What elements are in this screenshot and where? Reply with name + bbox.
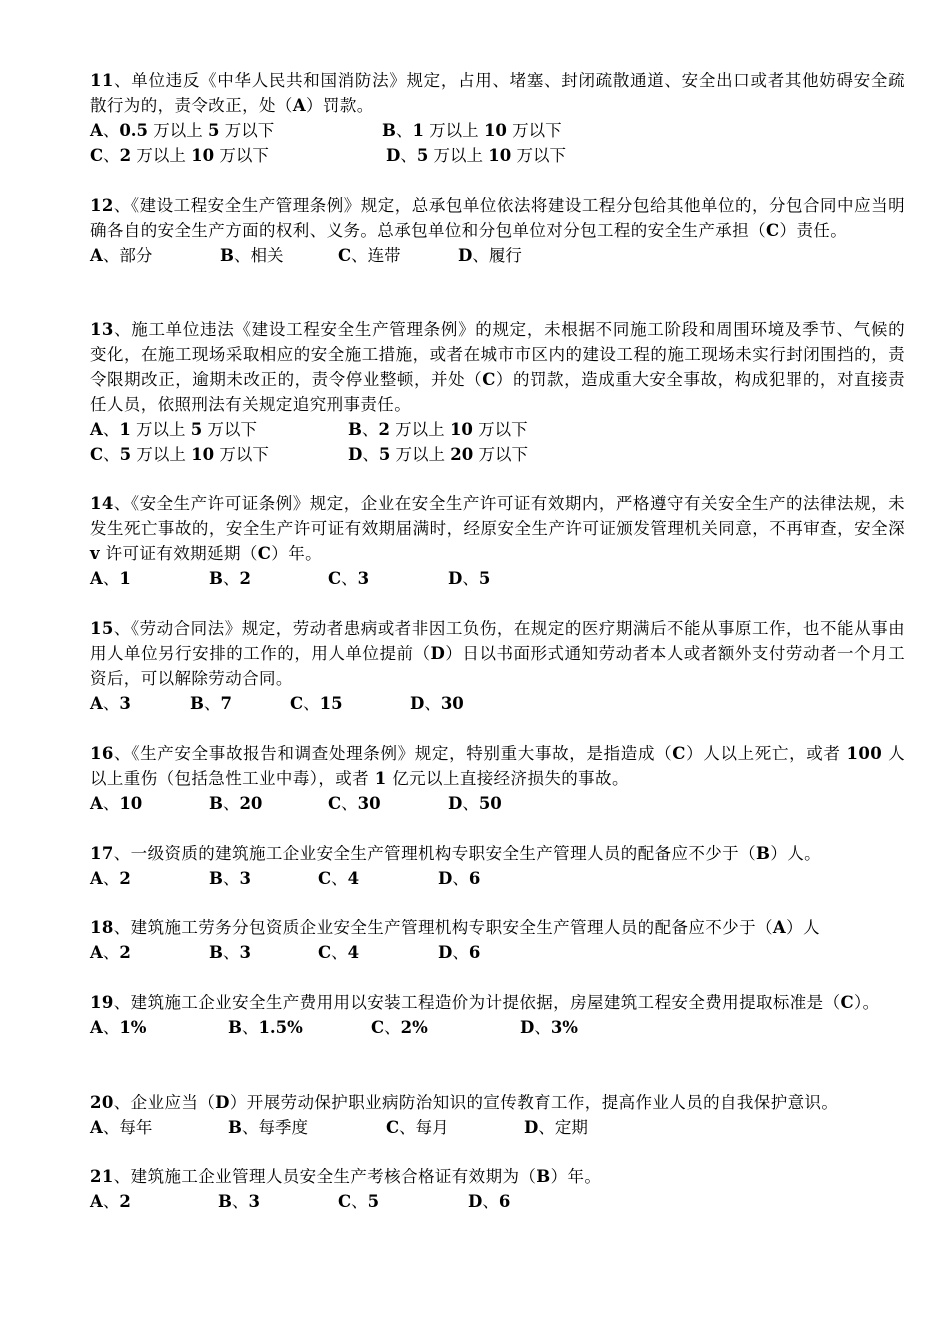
question-text: 11、单位违反《中华人民共和国消防法》规定，占用、堵塞、封闭疏散通道、安全出口或者其他妨碍安全疏散行为的，责令改正，处（A）罚款。: [90, 71, 905, 115]
options: [90, 1115, 905, 1140]
options: [90, 417, 905, 467]
question-17: [90, 841, 905, 891]
question-11: [90, 68, 905, 168]
question-text: 17、一级资质的建筑施工企业安全生产管理机构专职安全生产管理人员的配备应不少于（B）人。: [90, 844, 822, 863]
option-row: [90, 1189, 905, 1214]
option-d: D、30: [410, 694, 464, 713]
option-b: B、20: [209, 794, 263, 813]
options: [90, 1015, 905, 1040]
question-12: [90, 193, 905, 268]
option-c: C、15: [290, 694, 343, 713]
question-19: [90, 990, 905, 1040]
options: [90, 866, 905, 891]
option-c: C、每月: [386, 1118, 449, 1137]
options: [90, 940, 905, 965]
option-b: B、7: [190, 694, 232, 713]
question-text: 16、《生产安全事故报告和调查处理条例》规定，特别重大事故，是指造成（C）人以上死亡，或者 100 人以上重伤（包括急性工业中毒），或者 1 亿元以上直接经济损失的事故。: [90, 744, 905, 788]
option-row: [90, 243, 905, 268]
option-a: A、3: [90, 694, 131, 713]
option-d: D、6: [438, 869, 481, 888]
option-row: [90, 866, 905, 891]
option-c: C、4: [318, 869, 360, 888]
option-row: [90, 143, 905, 168]
option-d: D、5 万以上 10 万以下: [386, 146, 567, 165]
option-d: D、定期: [524, 1118, 588, 1137]
option-row: [90, 791, 905, 816]
option-row: [90, 691, 905, 716]
option-row: [90, 566, 905, 591]
question-14: [90, 491, 905, 591]
option-a: A、2: [90, 943, 131, 962]
question-13: [90, 317, 905, 467]
option-a: A、1 万以上 5 万以下: [90, 420, 258, 439]
options: [90, 118, 905, 168]
question-text: 13、施工单位违法《建设工程安全生产管理条例》的规定，未根据不同施工阶段和周围环境及季节、气候的变化，在施工现场采取相应的安全施工措施，或者在城市市区内的建设工程的施工现场未实行封闭围挡的，责令限期改正，逾期未改正的，责令停业整顿，并处（C）的罚款，造成重大安全事故，构成犯罪的，对直接责任人员，依照刑法有关规定追究刑事责任。: [90, 320, 905, 414]
question-text: 12、《建设工程安全生产管理条例》规定，总承包单位依法将建设工程分包给其他单位的，分包合同中应当明确各自的安全生产方面的权利、义务。总承包单位和分包单位对分包工程的安全生产承担（C）责任。: [90, 196, 905, 240]
options: [90, 791, 905, 816]
option-a: A、1: [90, 569, 131, 588]
option-d: D、5 万以上 20 万以下: [348, 445, 529, 464]
options: [90, 1189, 905, 1214]
options: [90, 566, 905, 591]
option-c: C、4: [318, 943, 360, 962]
option-c: C、3: [328, 569, 370, 588]
option-b: B、2: [209, 569, 251, 588]
option-c: C、2 万以上 10 万以下: [90, 146, 269, 165]
question-text: 21、建筑施工企业管理人员安全生产考核合格证有效期为（B）年。: [90, 1167, 602, 1186]
question-21: [90, 1164, 905, 1214]
option-c: C、连带: [338, 246, 401, 265]
option-b: B、3: [209, 943, 251, 962]
option-c: C、5: [338, 1192, 380, 1211]
option-row: [90, 442, 905, 467]
option-b: B、2 万以上 10 万以下: [348, 420, 528, 439]
question-text: 15、《劳动合同法》规定，劳动者患病或者非因工负伤，在规定的医疗期满后不能从事原工作，也不能从事由用人单位另行安排的工作的，用人单位提前（D）日以书面形式通知劳动者本人或者额外支付劳动者一个月工资后，可以解除劳动合同。: [90, 619, 905, 688]
option-b: B、3: [218, 1192, 260, 1211]
option-row: [90, 1115, 905, 1140]
option-a: A、2: [90, 869, 131, 888]
option-a: A、部分: [90, 246, 153, 265]
option-d: D、6: [438, 943, 481, 962]
option-row: [90, 1015, 905, 1040]
option-a: A、0.5 万以上 5 万以下: [90, 121, 275, 140]
option-b: B、1 万以上 10 万以下: [382, 121, 562, 140]
option-d: D、履行: [458, 246, 522, 265]
option-d: D、3%: [520, 1018, 578, 1037]
option-b: B、每季度: [228, 1118, 308, 1137]
option-a: A、1%: [90, 1018, 147, 1037]
option-c: C、5 万以上 10 万以下: [90, 445, 269, 464]
question-text: 14、《安全生产许可证条例》规定，企业在安全生产许可证有效期内，严格遵守有关安全生产的法律法规，未发生死亡事故的，安全生产许可证有效期届满时，经原安全生产许可证颁发管理机关同意，不再审查，安全深 v 许可证有效期延期（C）年。: [90, 494, 905, 563]
option-c: C、2%: [371, 1018, 428, 1037]
question-16: [90, 741, 905, 816]
option-a: A、2: [90, 1192, 131, 1211]
question-text: 19、建筑施工企业安全生产费用用以安装工程造价为计提依据，房屋建筑工程安全费用提取标准是（C）。: [90, 993, 880, 1012]
question-text: 20、企业应当（D）开展劳动保护职业病防治知识的宣传教育工作，提高作业人员的自我保护意识。: [90, 1093, 839, 1112]
option-a: A、每年: [90, 1118, 153, 1137]
option-row: [90, 940, 905, 965]
question-text: 18、建筑施工劳务分包资质企业安全生产管理机构专职安全生产管理人员的配备应不少于（A）人: [90, 918, 820, 937]
option-d: D、6: [468, 1192, 511, 1211]
question-18: [90, 915, 905, 965]
option-a: A、10: [90, 794, 143, 813]
question-15: [90, 616, 905, 716]
option-row: [90, 417, 905, 442]
options: [90, 691, 905, 716]
option-b: B、1.5%: [228, 1018, 303, 1037]
option-b: B、相关: [220, 246, 284, 265]
option-d: D、5: [448, 569, 491, 588]
option-c: C、30: [328, 794, 381, 813]
options: [90, 243, 905, 268]
question-20: [90, 1090, 905, 1140]
option-d: D、50: [448, 794, 502, 813]
option-row: [90, 118, 905, 143]
option-b: B、3: [209, 869, 251, 888]
